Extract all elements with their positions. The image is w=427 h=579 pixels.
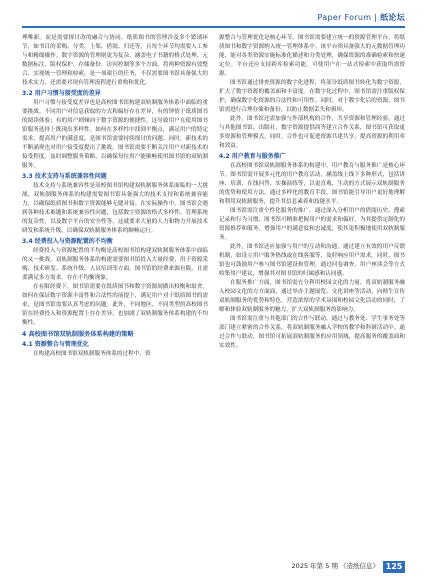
paragraph: 此外，图书馆还应加强与用户的互动和沟通，通过建立有效的用户反馈机制，如设立用户服务热线或在线客服等，及时响应用户需求。同时，图书馆也可鼓励用户参与图书馆建设和管理，通过问卷调查、用户座谈会等方式收集用户建议，增强其对图书馆的归属感和认同感。 <box>219 244 405 277</box>
paragraph: 在高校图书馆双轨制服务体系的构建中，用户教育与服务推广是核心环节。图书馆需开展多元化的用户教育活动，涵盖线上线下多种形式，包括讲座、培训、在线问答、实操演练等，以更直观、生动的方式展示双轨制服务的优势和使用方法。通过多样化的教育手段，图书馆能引导用户更好地理解和利用双轨制服务，提升其信息素养和技能水平。 <box>219 163 405 205</box>
paragraph: 图书馆需注重个性化服务的推广。通过深入分析用户的借阅历史、搜索记录和行为习惯，图书馆可精准把握用户的需求和偏好，为其提供定制化的资源推荐和服务，增强用户的满意度和忠诚度，使其更积极地使用双轨制服务。 <box>219 208 405 241</box>
subsection-heading: 3.4 经费投入与资源配置的不均衡 <box>22 238 113 245</box>
paragraph: 技术支持与系统兼容性是高校图书馆构建双轨制服务体系面临的一大挑战。双轨制服务体系的构建需要图书馆具备强大的技术支持和系统兼容能力，以确保纸质图书和数字资源能够无缝对接。在实际操作中，图书馆会遇到各种技术难题和系统兼容性问题，包括数字资源的格式多样性、管理系统的复杂性，以及数字平台的安全性等，这就要求大量的人力和物力开展技术研发和系统升级，以确保双轨制服务体系的顺畅运行。 <box>22 183 208 234</box>
article-body <box>22 34 405 554</box>
paragraph: 在有限经费下，图书馆需要在纸质图书和数字资源间做出权衡和取舍。如何在保证数字资源丰富性和合法性的前提下，满足用户对于纸质图书的需求，是图书馆需要认真考虑的问题。此外，不同地区、不同类型的高校图书馆在经费投入和资源配置上存在差异，也加剧了双轨制服务体系构建的不均衡性。 <box>22 284 208 326</box>
page-header <box>0 0 427 30</box>
subsection-heading: 3.2 用户习惯与接受度的差异 <box>22 90 101 97</box>
paragraph: 在服务推广方面，图书馆需充分利用校园文化的力量，将双轨制服务融入校园文化的方方面面，通过举办主题展览、文化讲座等活动，向师生宣传双轨制服务的优势和特色，营造浓厚的学术氛围和校园文化活动的同时，了解和体验双轨制服务的魅力，扩大双轨制服务的影响力。 <box>219 280 405 313</box>
paragraph: 经费投入与资源配置的不均衡是高校图书馆构建双轨制服务体系中面临的又一挑战。双轨制服务体系的构建需要图书馆投入大量经费，用于资源采购、技术研发、系统升级、人员培训等方面。图书馆的经费来源有限，且需要满足多方需求，存在不均衡现象。 <box>22 248 208 281</box>
page-footer <box>0 555 427 579</box>
header-column: 纸论坛 <box>380 13 405 22</box>
paragraph: 源整合与管理优化是核心环节。图书馆需要建立统一的资源管理平台，将纸质图书和数字资源纳入统一管理体系中。该平台须具备强大的元数据管理功能，能对各类资源实施标准化描述和分类处理，确保资源的准确检索和快速定位。平台还应支持跨库检索功能，可使用户在一站式检索中获取所需资源。 <box>219 35 405 77</box>
paragraph: 图书馆需注重与其他部门的合作与联动，通过与教务处、学生事务处等部门建立紧密的合作关系，将双轨制服务融入学校的教学和科研活动中。通过合作与联动，图书馆可拓展双轨制服务的应用领域，提高服务的覆盖面和实效性。 <box>219 316 405 349</box>
left-column <box>22 34 208 554</box>
header-title <box>318 12 405 23</box>
header-rule <box>22 26 405 28</box>
paragraph: 此外，图书馆还需加强与外部机构的合作，共享资源和管理经验。通过与其他图书馆、出版社、数字资源提供商等建立合作关系，图书馆可获取更多资源和管理模式。同时，合作也可促进资源共建共享，提高资源的利用率和效益。 <box>219 116 405 149</box>
header-separator: | <box>374 13 381 22</box>
paragraph: 用户习惯与接受度差异也是高校图书馆构建双轨制服务体系中面临的重要挑战。不同用户对信息获取的方式和偏好存在差异，有的钟情于纸质图书的阅读体验；有的用户则倾向于数字资源的便捷性。这导致用户在使用图书馆服务选择上既现出多样性。如何在多样性中找到平衡点，满足用户的特定需求，提高用户的满意度，是图书馆需要持续探讨的问题。同时，新技术的不断涌现也对用户接受度提出了挑战。图书馆需要不断关注用户对新技术的接受程度，及时调整服务策略，以确保每位用户能顺畅使用图书馆的双轨制服务。 <box>22 100 208 169</box>
header-forum: Paper Forum <box>317 13 372 22</box>
paragraph: 理唯新。而是需要探讨改的融合与协同。纸质图书的管理涉及多个繁琐环节，如书目的采购、分类、上架、借阅、归还等，且每个环节均需要人工参与和精细操作。数字资源的管理则更为复杂，涵盖电子书籍的格式处理、元数据标注、版权保护、存储备份、访问控制等多个方面。将两种资源有效整合，实现统一管理和检索，是一项艰巨的任务，不仅需要图书馆具备强大的技术实力，还需要对现有管理流程进行重构和优化。 <box>22 35 208 86</box>
subsection-heading: 4.2 用户教育与服务推广 <box>219 153 286 160</box>
footer-issue: 2025 年第 5 期 《造纸信息》 <box>291 562 379 570</box>
paragraph: 图书馆通过排查资源的数字化进程，将部分纸质图书转化为数字资源，扩大了数字资源的覆盖面和丰富度。在数字化过程中，图书馆需注重版权保护，确保数字化资源的合法性和可用性。同时，对于数字化后的资源，图书馆需进行合理存储和备份，以防止数据丢失和损坏。 <box>219 80 405 113</box>
subsection-heading: 3.3 技术支持与系统兼容性问题 <box>22 173 107 180</box>
page-number: 125 <box>383 561 405 573</box>
paragraph: 在构建高校图书馆双轨制服务体系的过程中，资 <box>33 351 151 357</box>
section-heading: 4 高校图书馆双轨制服务体系构建的策略 <box>22 331 134 338</box>
subsection-heading: 4.1 资源整合与管理优化 <box>22 341 89 348</box>
right-column <box>219 34 405 554</box>
